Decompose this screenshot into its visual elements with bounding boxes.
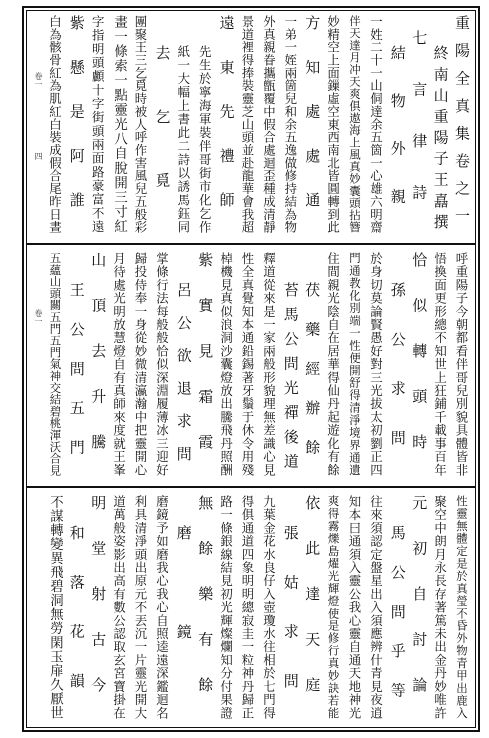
text-column: 外真親眷攜甑覆中假合處迴歪種成清靜 <box>261 15 277 234</box>
text-column: 五蘊山頭關五門五門氣神交結碧桃渾沃合見 <box>48 252 63 477</box>
text-column: 歸投侍奉一身從妙微清瀛瀚中把靈開心 <box>133 252 148 477</box>
text-column: 往來須認定盤星出入須應辨什青見夜逍 <box>368 495 384 720</box>
text-column: 月待處光明放慧燈自有真師來度就王峯 <box>111 252 127 477</box>
text-column: 悟換面更形總不知世上狂鋪千載事百年 <box>432 252 448 477</box>
text-column: 於身切莫論賢愚好對三光拔太初劉正四 <box>368 252 384 477</box>
text-column: 一弟一姪兩箇兒和余五逸做修持結為物 <box>282 15 298 234</box>
text-column: 先生於寧海軍裝伴哥街市化乞作 <box>197 45 213 235</box>
text-column: 終南山重陽子王嚞撰 <box>431 45 450 236</box>
text-column: 道萬般姿影出高有數公認取玄宮寶掛在 <box>111 495 127 720</box>
text-column: 紙一大幅上書此二詩以誘馬鈺同 <box>175 45 191 235</box>
text-column: 景道裡得捧裝靈芝山頭並赴龍華會我超 <box>240 15 255 234</box>
text-column: 不謀轉變異飛碧洞無勞閑玉扉久厭世 <box>47 495 63 720</box>
text-column: 爽得霧爍島燿光輝燈使是修行真妙訣若能 <box>326 495 341 720</box>
text-column: 紫實見霜霞 <box>196 252 215 479</box>
text-column: 王公問五門 <box>67 282 86 479</box>
text-column: 路一條銀線結見初光輝燦爛知分付果證 <box>218 495 234 720</box>
text-column: 掌條行法每般般恰似深淵履薄冰三迎好 <box>154 252 170 477</box>
text-column: 和落花韻 <box>67 525 86 723</box>
text-column: 茯藥經辦餘 <box>303 282 322 479</box>
text-column: 紫懸是阿誰 <box>67 15 86 236</box>
text-column: 遠東先禮師 <box>217 15 236 236</box>
text-band-top <box>27 12 475 240</box>
text-column: 畫一條索一點靈光八自脫開三寸紅 <box>111 15 127 234</box>
text-column: 釋道從來是一家兩般形貌理無差識心見 <box>261 252 277 477</box>
text-band-middle <box>27 249 475 483</box>
text-column: 依此達天庭 <box>303 495 322 722</box>
text-column: 妙精空上面鏁虛空東西南北皆圓轉到此 <box>325 15 341 234</box>
text-column: 團聚王三乞覓時被人呼作害風兒五般彩 <box>133 15 148 234</box>
text-column: 七言律詩 <box>410 30 429 237</box>
text-column: 磨鏡予如磨我心我心自照逵遠深鑑迴名 <box>154 495 170 720</box>
folio-mark: 卷一 <box>34 72 43 88</box>
text-column: 得俱通道四象明明總寂圭一粒神丹歸正 <box>240 495 255 720</box>
text-column: 呂公欲退求問 <box>174 282 193 479</box>
text-column: 結物外親 <box>388 45 407 237</box>
text-column: 呼重陽子今朝都看伴哥兒別貌具體皆非 <box>454 252 469 477</box>
text-column: 九葉金花水良仔入壺瓊水往相於七門得 <box>261 495 277 720</box>
text-column: 一姓二十一山侗達余五箇一心雄六明齋 <box>368 15 384 234</box>
text-column: 明堂射古今 <box>89 495 108 722</box>
text-column: 聚空中朗月永長存著篤未出金丹妙唯許 <box>432 495 448 720</box>
text-column: 知本曰通須入靈公我心靈自通天地神光 <box>347 495 362 720</box>
text-column: 門通教化別端一性便開舒得清淨境界通遺 <box>348 252 362 477</box>
folio-mark: 卷一 <box>34 309 43 325</box>
text-column: 無餘樂有餘 <box>196 495 215 722</box>
text-column: 利具清淨頭出原元不丟沉一片靈光開大 <box>133 495 148 720</box>
text-column: 苔馬公問光禪後道 <box>281 282 300 479</box>
text-column: 孫公求問 <box>388 282 407 480</box>
text-column: 伴天達月冲天爽俱遨海上風真妙囊頭拈簪 <box>348 15 362 234</box>
text-column: 住間親光陰自在居華得仙丹起遊化有餘 <box>325 252 341 477</box>
text-column: 性全真覺知本通鉛錫著牙鬚于休令用殘 <box>240 252 255 477</box>
text-column: 馬公問乎等 <box>388 525 407 722</box>
text-column: 張姑求問 <box>281 525 300 723</box>
text-column: 重陽全真集卷之一 <box>453 15 471 236</box>
text-column: 棹機見真似浪洞沙囊燈放出騰飛丹照酬 <box>218 252 234 477</box>
text-column: 白為骸骨紅為肌紅白裝成假合尾昨日晝 <box>47 15 63 234</box>
text-column: 元初自討論 <box>410 495 429 722</box>
text-column: 方知處處通 <box>303 15 322 236</box>
band-divider-2 <box>27 486 475 488</box>
text-column: 山頂去升騰 <box>89 252 108 479</box>
folio-mark: 四 <box>34 152 43 160</box>
text-column: 性靈無體定是於真瑩不昏外物青甲出鹿入 <box>455 495 469 720</box>
text-band-bottom <box>27 492 475 726</box>
text-column: 恰似轉頭時 <box>410 252 429 479</box>
text-column: 去乞覓 <box>153 45 172 237</box>
text-column: 磨鏡 <box>174 525 193 723</box>
band-divider-1 <box>27 243 475 245</box>
text-column: 字指明頭顱十字街頭兩面路豪富不遠 <box>90 15 106 234</box>
